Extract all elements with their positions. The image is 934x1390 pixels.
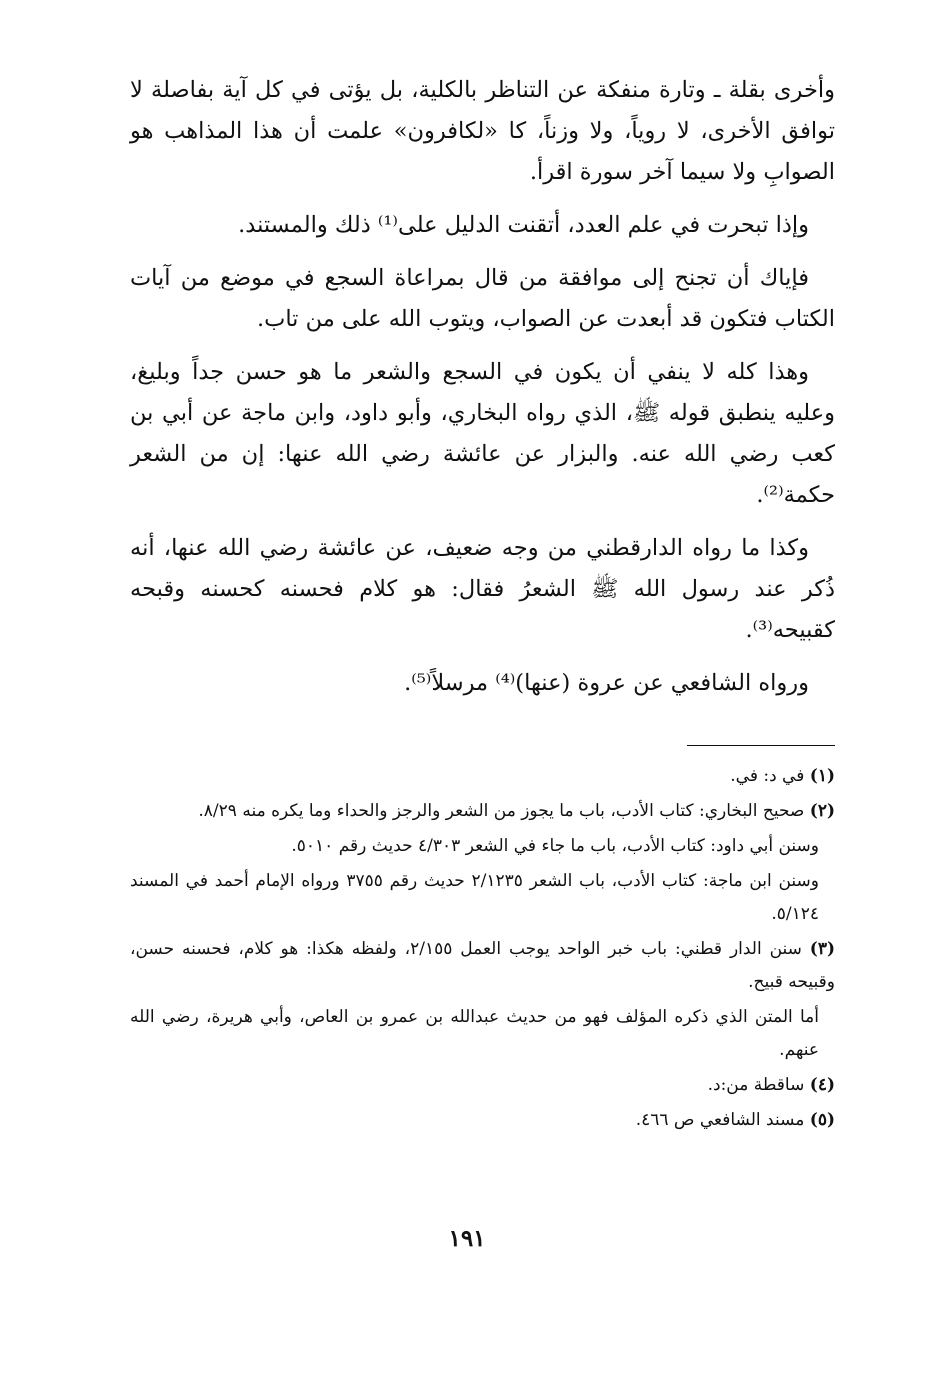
footnote	[130, 760, 835, 793]
footnote-text: في د: في.	[730, 766, 805, 786]
footnote	[130, 795, 835, 828]
paragraph: ورواه الشافعي عن عروة (عنها)⁽⁴⁾ مرسلاً⁽⁵⁾.	[404, 670, 809, 696]
footnote	[130, 1104, 835, 1137]
footnote	[130, 1069, 835, 1102]
paragraph: وأخرى بقلة ـ وتارة منفكة عن التناظر بالكلية، بل يؤتى في كل آية بفاصلة لا توافق الأخرى، لا روياً، ولا وزناً، كا «لكافرون» علمت أن هذا المذاهب هو الصوابِ ولا سيما آخر سورة اقرأ.	[130, 77, 835, 185]
footnote	[130, 933, 835, 999]
footnote-text: سنن الدار قطني: باب خبر الواحد يوجب العمل ٢/١٥٥، ولفظه هكذا: هو كلام، فحسنه حسن، وقبيحه قبيح.	[130, 939, 835, 992]
footnote-continuation	[130, 865, 835, 931]
paragraph: وهذا كله لا ينفي أن يكون في السجع والشعر ما هو حسن جداً وبليغ، وعليه ينطبق قوله ﷺ، الذي رواه البخاري، وأبو داود، وابن ماجة عن أبي بن كعب رضي الله عنه. والبزار عن عائشة رضي الله عنها: إن من الشعر حكمة⁽²⁾.	[130, 359, 835, 508]
page-number: ١٩١	[448, 1225, 486, 1252]
footnote-continuation	[130, 830, 835, 863]
footnote-number: (١)	[809, 766, 835, 786]
main-text	[130, 70, 835, 716]
footnote-text: وسنن ابن ماجة: كتاب الأدب، باب الشعر ٢/١٢٣٥ حديث رقم ٣٧٥٥ ورواه الإمام أحمد في المسند ٥/١٢٤.	[130, 871, 819, 924]
footnote-divider	[687, 745, 835, 746]
footnotes	[130, 760, 835, 1139]
footnote-text: ساقطة من:د.	[707, 1075, 805, 1095]
paragraph: فإياك أن تجنح إلى موافقة من قال بمراعاة السجع في موضع من آيات الكتاب فتكون قد أبعدت عن الصواب، ويتوب الله على من تاب.	[130, 265, 835, 332]
paragraph: وإذا تبحرت في علم العدد، أتقنت الدليل على⁽¹⁾ ذلك والمستند.	[238, 212, 809, 238]
footnote-text: صحيح البخاري: كتاب الأدب، باب ما يجوز من الشعر والرجز والحداء وما يكره منه ٨/٢٩.	[198, 801, 805, 821]
footnote-text: وسنن أبي داود: كتاب الأدب، باب ما جاء في الشعر ٤/٣٠٣ حديث رقم ٥٠١٠.	[291, 836, 819, 856]
footnote-number: (٢)	[809, 801, 835, 821]
paragraph: وكذا ما رواه الدارقطني من وجه ضعيف، عن عائشة رضي الله عنها، أنه ذُكر عند رسول الله ﷺ الشعرُ فقال: هو كلام فحسنه كحسنه وقبحه كقبيحه⁽³⁾.	[130, 535, 835, 643]
footnote-continuation	[130, 1001, 835, 1067]
footnote-number: (٣)	[809, 939, 836, 959]
footnote-number: (٥)	[809, 1110, 835, 1130]
footnote-text: مسند الشافعي ص ٤٦٦.	[635, 1110, 805, 1130]
footnote-text: أما المتن الذي ذكره المؤلف فهو من حديث عبدالله بن عمرو بن العاص، وأبي هريرة، رضي الله عنهم.	[130, 1007, 819, 1060]
footnote-number: (٤)	[809, 1075, 835, 1095]
